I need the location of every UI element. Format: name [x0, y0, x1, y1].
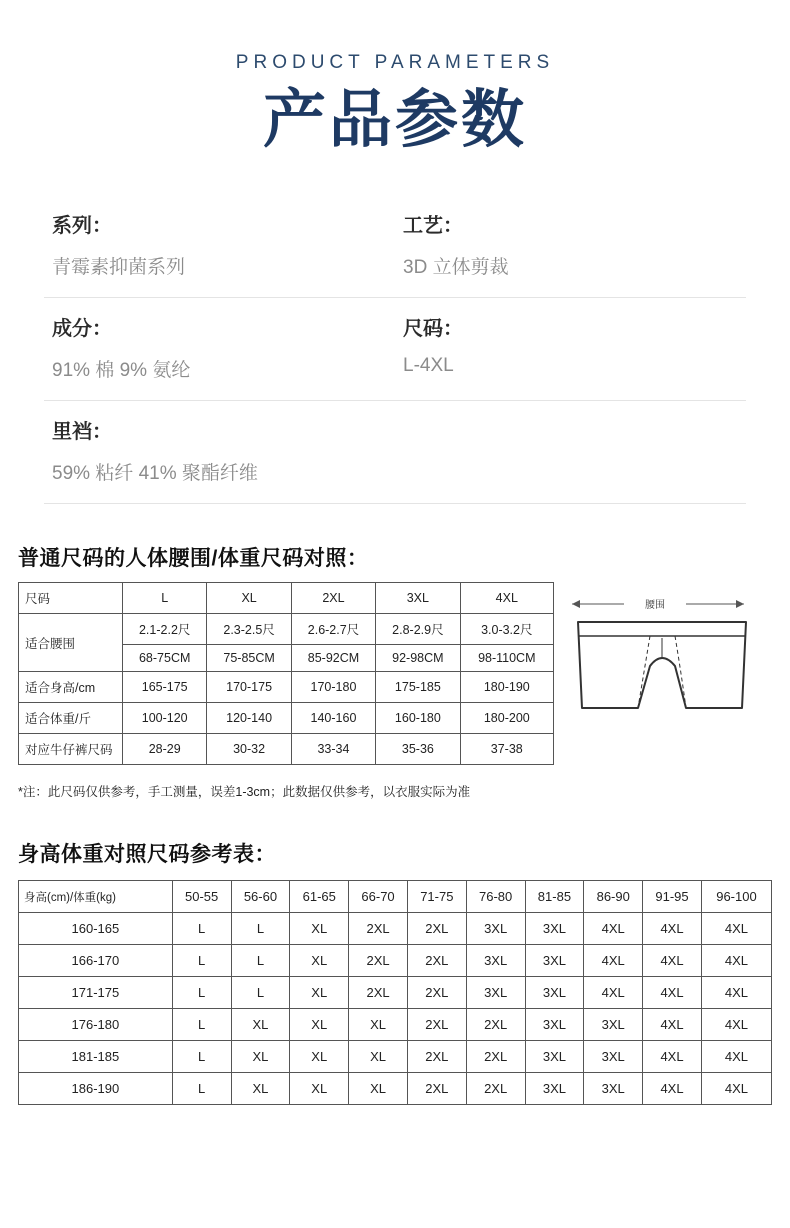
table-cell: XL: [349, 1009, 408, 1041]
section-title-waist: 普通尺码的人体腰围/体重尺码对照：: [18, 547, 369, 570]
table-cell: 2XL: [349, 913, 408, 945]
table-row: [19, 703, 554, 734]
table-row: [19, 977, 772, 1009]
table-cell: 3XL: [525, 1041, 584, 1073]
section-title-height-weight: 身高体重对照尺码参考表：: [18, 843, 276, 866]
table-cell: L: [231, 945, 290, 977]
table-header-cell: 尺码: [19, 583, 123, 614]
spec-label: 尺码：: [403, 318, 463, 340]
table-cell: 175-185: [376, 672, 460, 703]
table-cell: 3XL: [466, 977, 525, 1009]
table-cell: 120-140: [207, 703, 291, 734]
spec-row: [44, 298, 746, 401]
table-cell: 3XL: [525, 977, 584, 1009]
table-cell: 2.8-2.9尺: [376, 614, 460, 645]
spec-value: 3D 立体剪裁: [403, 257, 509, 278]
table-cell: 3XL: [584, 1073, 643, 1105]
table-cell: L: [172, 1009, 231, 1041]
table-row: [19, 734, 554, 765]
table-cell: XL: [290, 1009, 349, 1041]
table-cell: 2XL: [407, 1073, 466, 1105]
table-cell: 3.0-3.2尺: [460, 614, 553, 645]
table-cell: 3XL: [525, 1009, 584, 1041]
spec-value: 59% 粘纤 41% 聚酯纤维: [52, 463, 258, 484]
table-cell: 2XL: [466, 1073, 525, 1105]
table-cell: L: [172, 1073, 231, 1105]
table-cell: 4XL: [701, 977, 771, 1009]
size-note: *注：此尺码仅供参考，手工测量，误差1-3cm；此数据仅供参考，以衣服实际为准: [18, 785, 471, 799]
table-header-cell: 81-85: [525, 881, 584, 913]
table-cell: 3XL: [584, 1009, 643, 1041]
table-cell: 4XL: [643, 945, 702, 977]
spec-row: [44, 401, 746, 504]
table-cell: 30-32: [207, 734, 291, 765]
table-cell: 2XL: [407, 945, 466, 977]
table-row: [19, 913, 772, 945]
table-cell: 4XL: [643, 1041, 702, 1073]
spec-cell-lining: [44, 401, 395, 503]
table-header-cell: 66-70: [349, 881, 408, 913]
table-cell: 100-120: [123, 703, 207, 734]
table-cell: XL: [290, 1073, 349, 1105]
table-cell: 3XL: [584, 1041, 643, 1073]
row-label-jeans: 对应牛仔裤尺码: [19, 734, 123, 765]
table-corner-label: 身高(cm)/体重(kg): [19, 881, 173, 913]
row-label: 160-165: [19, 913, 173, 945]
table-cell: 2XL: [407, 1041, 466, 1073]
spec-cell-size: [395, 298, 746, 400]
table-cell: 75-85CM: [207, 645, 291, 672]
row-label-height: 适合身高/cm: [19, 672, 123, 703]
table-cell: 4XL: [584, 945, 643, 977]
table-cell: 4XL: [584, 913, 643, 945]
table-cell: XL: [290, 1041, 349, 1073]
table-cell: 160-180: [376, 703, 460, 734]
table-row: [19, 1009, 772, 1041]
table-row: [19, 1073, 772, 1105]
spec-row: [44, 195, 746, 298]
table-header-cell: 4XL: [460, 583, 553, 614]
table-row: [19, 672, 554, 703]
table-cell: 3XL: [525, 913, 584, 945]
table-cell: XL: [290, 977, 349, 1009]
table-cell: 92-98CM: [376, 645, 460, 672]
table-header-row: [19, 583, 554, 614]
table-cell: 35-36: [376, 734, 460, 765]
table-cell: XL: [231, 1009, 290, 1041]
table-cell: 68-75CM: [123, 645, 207, 672]
table-cell: 180-190: [460, 672, 553, 703]
table-header-cell: XL: [207, 583, 291, 614]
row-label-waist: 适合腰围: [19, 614, 123, 672]
table-header-cell: 50-55: [172, 881, 231, 913]
table-cell: 4XL: [643, 1073, 702, 1105]
table-header-cell: L: [123, 583, 207, 614]
table-cell: 4XL: [701, 1041, 771, 1073]
table-cell: L: [231, 913, 290, 945]
table-header-cell: 91-95: [643, 881, 702, 913]
table-cell: 2XL: [407, 1009, 466, 1041]
table-row: [19, 1041, 772, 1073]
table-cell: 2XL: [407, 977, 466, 1009]
spec-value: L-4XL: [403, 355, 454, 376]
table-cell: 2XL: [349, 977, 408, 1009]
table-cell: 28-29: [123, 734, 207, 765]
size-chart-area: [18, 582, 772, 768]
table-cell: 85-92CM: [291, 645, 375, 672]
table-cell: 98-110CM: [460, 645, 553, 672]
spec-cell-material: [44, 298, 395, 400]
table-header-cell: 76-80: [466, 881, 525, 913]
table-header-cell: 61-65: [290, 881, 349, 913]
table-header-cell: 2XL: [291, 583, 375, 614]
table-cell: XL: [290, 945, 349, 977]
table-cell: 4XL: [701, 945, 771, 977]
row-label: 186-190: [19, 1073, 173, 1105]
row-label: 166-170: [19, 945, 173, 977]
spec-value: 青霉素抑菌系列: [52, 257, 186, 278]
header-eyebrow: PRODUCT PARAMETERS: [235, 52, 555, 73]
table-cell: 170-180: [291, 672, 375, 703]
table-cell: 4XL: [701, 913, 771, 945]
spec-value: 91% 棉 9% 氨纶: [52, 360, 191, 381]
row-label: 181-185: [19, 1041, 173, 1073]
table-cell: 180-200: [460, 703, 553, 734]
table-cell: L: [172, 1041, 231, 1073]
table-cell: XL: [349, 1073, 408, 1105]
table-row: [19, 945, 772, 977]
spec-cell-series: [44, 195, 395, 297]
spec-label: 工艺：: [403, 215, 463, 237]
table-header-row: [19, 881, 772, 913]
table-cell: 3XL: [525, 945, 584, 977]
height-weight-table: [18, 880, 772, 1105]
table-cell: 4XL: [701, 1073, 771, 1105]
spec-cell-craft: [395, 195, 746, 297]
spec-table: [44, 195, 746, 504]
page-header: [0, 0, 790, 156]
table-cell: 2XL: [466, 1041, 525, 1073]
row-label-weight: 适合体重/斤: [19, 703, 123, 734]
table-cell: 4XL: [701, 1009, 771, 1041]
page-title: 产品参数: [263, 83, 527, 156]
table-cell: 140-160: [291, 703, 375, 734]
spec-label: 成分：: [52, 318, 112, 340]
table-cell: 2.1-2.2尺: [123, 614, 207, 645]
table-cell: 2XL: [349, 945, 408, 977]
table-cell: 37-38: [460, 734, 553, 765]
table-header-cell: 71-75: [407, 881, 466, 913]
table-cell: 33-34: [291, 734, 375, 765]
table-cell: XL: [231, 1073, 290, 1105]
table-cell: 3XL: [466, 913, 525, 945]
table-header-cell: 56-60: [231, 881, 290, 913]
table-header-cell: 96-100: [701, 881, 771, 913]
table-cell: XL: [231, 1041, 290, 1073]
table-cell: 2.6-2.7尺: [291, 614, 375, 645]
table-cell: L: [172, 913, 231, 945]
svg-text:腰围: 腰围: [645, 600, 665, 611]
table-cell: 4XL: [643, 913, 702, 945]
boxer-brief-diagram: [554, 582, 772, 768]
table-cell: 170-175: [207, 672, 291, 703]
table-cell: 4XL: [584, 977, 643, 1009]
spec-cell-empty: [395, 401, 746, 503]
table-cell: 3XL: [525, 1073, 584, 1105]
table-cell: 2XL: [466, 1009, 525, 1041]
table-cell: L: [231, 977, 290, 1009]
table-cell: XL: [290, 913, 349, 945]
table-cell: 4XL: [643, 1009, 702, 1041]
spec-label: 系列：: [52, 215, 112, 237]
boxer-brief-icon: [558, 588, 768, 768]
table-cell: 165-175: [123, 672, 207, 703]
table-cell: L: [172, 977, 231, 1009]
table-header-cell: 3XL: [376, 583, 460, 614]
table-cell: 4XL: [643, 977, 702, 1009]
row-label: 176-180: [19, 1009, 173, 1041]
waist-size-table: [18, 582, 554, 765]
table-header-cell: 86-90: [584, 881, 643, 913]
table-cell: 2XL: [407, 913, 466, 945]
table-cell: L: [172, 945, 231, 977]
table-cell: 3XL: [466, 945, 525, 977]
table-cell: 2.3-2.5尺: [207, 614, 291, 645]
row-label: 171-175: [19, 977, 173, 1009]
table-row: [19, 614, 554, 645]
spec-label: 里裆：: [52, 421, 112, 443]
table-cell: XL: [349, 1041, 408, 1073]
